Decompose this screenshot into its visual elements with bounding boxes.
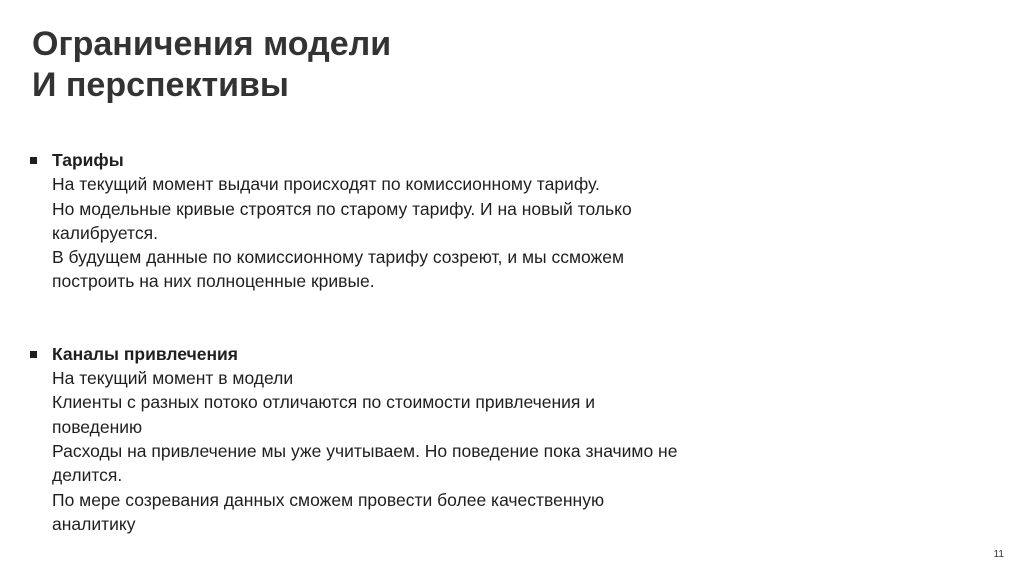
slide-title-line-2: И перспективы	[32, 66, 289, 104]
bullet-heading: Тарифы	[52, 150, 124, 170]
bullet-heading: Каналы привлечения	[52, 343, 239, 364]
bullet-text-line: В будущем данные по комиссионному тарифу созреют, и мы ссможем	[52, 247, 624, 268]
bullet-text-line: Расходы на привлечение мы уже учитываем. Но поведение пока значимо не	[52, 440, 678, 461]
bullet-text-line: поведению	[52, 416, 143, 437]
bullet-text-line: Клиенты с разных потоко отличаются по стоимости привлечения и	[52, 392, 596, 413]
bullet-text-line: Но модельные кривые строятся по старому тарифу. И на новый только	[52, 198, 632, 219]
bullet-list	[30, 148, 890, 536]
square-bullet-icon	[30, 351, 37, 358]
bullet-text-line: На текущий момент выдачи происходят по комиссионному тарифу.	[52, 174, 600, 195]
bullet-text-line: По мере созревания данных сможем провести более качественную	[52, 489, 605, 510]
page-number: 11	[993, 549, 1004, 560]
bullet-text-line: калибруется.	[52, 222, 158, 243]
bullet-text-line: аналитику	[52, 513, 136, 534]
bullet-item-tariffs	[30, 148, 890, 294]
bullet-text-line: делится.	[52, 465, 123, 486]
bullet-text-line: На текущий момент в модели	[52, 368, 294, 389]
bullet-text-line: построить на них полноценные кривые.	[52, 271, 375, 292]
slide-title	[32, 24, 932, 106]
square-bullet-icon	[30, 157, 37, 164]
bullet-item-acquisition-channels	[30, 342, 890, 536]
slide-title-line-1: Ограничения модели	[32, 25, 392, 63]
